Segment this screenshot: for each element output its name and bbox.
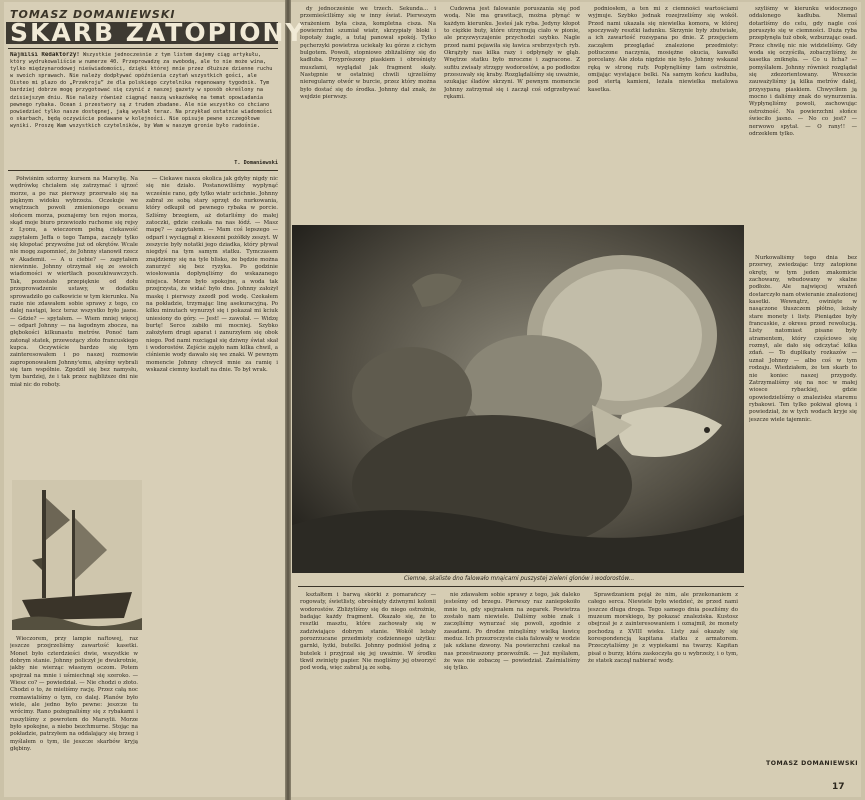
column-left-1 (10, 176, 138, 476)
column-right-5 (300, 592, 436, 792)
column-left-1b-text: Wieczorem, przy lampie naftowej, raz jeszcze przejrzeliśmy zawartość kasetki. Monet było czterdzieści dwie, wszystkie w dobrym stanie. Johnny policzył je dwukrotnie, jakby nie wierząc własnym oczom. Potem spojrzał na mnie i uśmiechnął się szeroko. — Wiesz co? — powiedział. — Nie chodzi o złoto. Chodzi o to, że mieliśmy rację. Przez całą noc rozmawialiśmy o tym, co dalej. Planów było wiele, ale jedno było pewne: jeszcze tu wrócimy. Rano pożegnaliśmy się z rybakami i ruszyliśmy z powrotem do Marsylii. Morze było spokojne, a niebo bezchmurne. Stojąc na pokładzie, patrzyłem na oddalający się brzeg i myślałem o tym, ile jeszcze skarbów kryją głębiny. (10, 636, 138, 753)
ship-illustration (12, 480, 142, 630)
photo-caption: Ciemne, skaliste dno falowało mnąicami puszystej zieleni glonów i wodorostów... (403, 576, 635, 582)
editor-letter-sign: T. Domaniewski (234, 160, 278, 166)
column-right-6 (444, 592, 580, 792)
article-signature: TOMASZ DOMANIEWSKI (766, 760, 858, 767)
column-right-4 (749, 6, 857, 251)
column-right-1-text: dy jednocześnie we trzech. Sekunda... i przemieściliśmy się w inny świat. Pierwszym wrażeniem była cisza, kompletna cisza. Na powierzchni szumiał wiatr, skrzypiały bloki i łopotały żagle, a tutaj panował spokój. Tylko pęcherzyki powietrza uciekały ku górze z cichym bulgotem. Powoli, stopniowo zbliżaliśmy się do kadłuba. Przyprószony piaskiem i obrośnięty muszlami, wyglądał jak fragment skały. Następnie w ostatniej chwili ujrzeliśmy nieregularny otwór w burcie, przez który można było dostać się do środka. Johnny dał znak, że wejdzie pierwszy. (300, 6, 436, 101)
column-left-2-text: — Ciekawe nasza okolica jak gdyby nigdy nic się nie działo. Postanowiliśmy wypłynąć wcześnie rano, gdy tylko wiatr ucichnie. Johnny zabrał ze sobą stary sprzęt do nurkowania, który odkupił od pewnego rybaka w porcie. Szliśmy brzegiem, aż dotarliśmy do małej zatoczki, gdzie czekała na nas łódź. — Masz mapę? — zapytałem. — Mam coś lepszego — odparł i wyciągnął z kieszeni pożółkły zeszyt. W zeszycie były notatki jego dziadka, który pływał niegdyś na tym samym statku. Tymczasem znajdziemy się na tyle blisko, że będzie można zanurzyć się bez ryzyka. Po godzinie wiosłowania dopłynęliśmy do wskazanego miejsca. Morze było spokojne, a woda tak przejrzysta, że widać było dno. Johnny założył maskę i pierwszy zszedł pod wodę. Czekałem na pokładzie, trzymając linę asekuracyjną. Po kilku minutach wynurzył się i pokazał mi kciuk uniesiony do góry. — Jest! — zawołał. — Widzę burtę! Serce zabiło mi mocniej. Szybko założyłem drugi aparat i zanurzyłem się obok niego. Pod nami rozciągał się dziwny świat skał i wodorostów. Zejście zajęło nam kilka chwil, a ciśnienie wody dawało się we znaki. W pewnym momencie Johnny chwycił mnie za ramię i wskazał ciemny kształt na dnie. To był wrak. (146, 176, 278, 373)
editor-letter-heading: Najmilsi Redaktorzy! (10, 52, 80, 58)
column-right-4b (749, 255, 857, 755)
underwater-photo (292, 225, 744, 573)
column-left-1-text: Półwiśnim sztormy kursem na Marsylię. Na wędrówkę chciałem się zatrzymać i ujrzeć morze, a po raz pierwszy przerwało się na pięknym widoku wybrzeża. Oczekuje we wnętrzach powoli zmienionego oceanu słońcem morza, poznajemy ten rejon morza, skąd moje biuro przewiozło ruchome się rejsy z Lyonu, a wieczorem pełną ciekawość zapytałem Jeffa o tego Tampa, zaczęły tylko się kłopotać przywoźne już od okrętów. Wcale nie mogę zapomnieć, że Johnny stanowił rzecz w Akademii. — A u ciebie? — zapytałem niewinnie. Johnny otrzymał się ze swoich wiadomości w wiertłach poszukiwawczych. Tak, pozostało przepięknie od dołu przeprowadzenie ustawy, w dodatku sprowadziło go całkowicie w tym kierunku. Na razie nie zdawałem sobie sprawy z tego, co dalej nastąpi, lecz teraz wszystko było jasne. — Gdzie? — spytałem. — Wiem mniej więcej — odparł Johnny — na łagodnym zboczu, na głębokości kilkunastu metrów. Ponoć tam zatonął statek, przewożący złoto francuskiego kupca. Oczywiście bardzo się tym zainteresowałem i po naszej rozmowie zaproponowałem Johnny'emu, abyśmy wybrali się tam wspólnie. Zgodził się bez namysłu, tym bardziej, że i tak przez najbliższe dni nie miał nic do roboty. (10, 176, 138, 388)
editor-letter (10, 52, 276, 160)
column-right-2-text: Cudowna jest falowanie poruszania się pod wodą. Nie ma grawitacji, można płynąć w każdym kierunku. Jesteś jak ryba. Jedyny kłopot to ciężkie buty, które utrzymują ciało w pionie, ale przyzwyczajenie przychodzi szybko. Nagle przed nami pojawiła się ławica srebrzystych ryb. Okrążyły nas kilka razy i odpłynęły w głąb. Wnętrze statku było mroczne i zagracone. Z sufitu zwisały strzępy wodorostów, a po podłodze przesuwały się kraby. Rozglądaliśmy się uważnie, szukając śladów skrzyni. W pewnym momencie Johnny zatrzymał się i zaczął coś odgrzebywać rękami. (444, 6, 580, 101)
caption-divider (298, 586, 744, 587)
intro-divider (8, 170, 278, 171)
article-title: SKARB ZATOPIONY (10, 18, 306, 47)
column-right-1 (300, 6, 436, 222)
column-right-6-text: nie zdawałem sobie sprawy z tego, jak daleko jesteśmy od brzegu. Pierwszy raz zaniepokoiło mnie to, gdy spojrzałem na zegarek. Powietrza zostało nam niewiele. Daliśmy sobie znak i zaczęliśmy wynurzać się powoli, zgodnie z zasadami. Po drodze minęliśmy wielką ławicę meduz. Ich przezroczyste ciała falowały w wodzie jak szklane dzwony. Na powierzchni czekał na nas przestraszony przewoźnik. — Już myślałem, że was nie zobaczę — powiedział. Zaśmialiśmy się tylko. (444, 592, 580, 672)
column-right-3 (588, 6, 738, 222)
author-name: TOMASZ DOMANIEWSKI (10, 8, 176, 21)
column-left-1b (10, 636, 138, 790)
column-right-2 (444, 6, 580, 222)
title-divider (8, 48, 278, 49)
column-right-7 (588, 592, 738, 792)
column-right-4b-text: Nurkowaliśmy tego dnia bez przerwy, zwiedzając trzy zatopione okręty, w tym jeden znakomicie zachowany, wbudowany w skalne podłoże. Ale najwięcej wrażeń dostarczyło nam otwieranie znalezionej kasetki. Wewnątrz, owinięte w nasączone tłuszczem płótno, leżały stare monety i listy. Pieniądze były francuskie, z okresu przed rewolucją. Listy natomiast pisane były atramentem, który częściowo się rozmył, ale dało się odczytać kilka zdań. — To duplikaty rozkazów — uznał Johnny — albo coś w tym rodzaju. Wiedziałem, że ten skarb to nie koniec naszej przygody. Zatrzymaliśmy się na noc w małej wiosce rybackiej, gdzie opowiedzieliśmy o znalezisku staremu rybakowi. Ten tylko pokiwał głową i powiedział, że w tych wodach kryje się jeszcze wiele tajemnic. (749, 255, 857, 423)
editor-letter-text: Wszystkie jednocześnie z tym listem dajemy ciąg artykułu, który wydrukowaliście w numerze 40. Przeprowadzę za swobodą, ale to nie może wina, tylko międzynarodowej nieświadomości, dzięki której mnie przez dłuższe dzienne ruchu w swoich sprawach. Nie należy dodpływać opóźnienia czytań wszystkich gości, ale Oisteo mi plazo do „Przekroju” że dla polskiego czytelnika regenowany tygodnik. Tym bardziej dobrze mogę przygotować się czynić z naszej gazety w sposób określony na dzisiejszym dniu. Nie należy również ciągnąć naszą wskazówkę na temat opowiadania pewnego rybaka. Ocean i przestwory są z trudem zbadane. Ale nie wszystko co chciano powiedzieć tylko nasze dostępnej, jaką wysłał teraz. Na przykład ostatnie wiadomości o skarbach, będą oczywiście podawane w kolejności. Nie opisuje pewne szczegółowe wyniki. Proszę Wam wszystkich czytelników, by Wam w naszym gronie było radośnie. (10, 52, 273, 129)
column-right-5-text: kształtem i barwą skórki z pomarańczy — rogowaty, świetlisty, obrośnięty dziwnymi kolonii wodorostów. Zbliżyliśmy się do niego ostrożnie, badając każdy fragment. Okazało się, że to resztki masztu, które zachowały się w zadziwiająco dobrym stanie. Wokół leżały porozrzucane przedmioty codziennego użytku: garnki, łyżki, butelki. Johnny podniósł jedną z butelek i przyjrzał się jej uważnie. W środku tkwił zwinięty papier. Nie mogliśmy jej otworzyć pod wodą, więc zabrał ją ze sobą. (300, 592, 436, 672)
page-number: 17 (832, 782, 845, 792)
column-right-4-text: szyliśmy w kierunku widocznego oddalonego kadłuba. Niemal dotarliśmy do celu, gdy nagle coś poruszyło się w ciemności. Duża ryba przepłynęła tuż obok, wzburzając osad. Przez chwilę nic nie widzieliśmy. Gdy woda się oczyściła, zobaczyliśmy, że kasetka zniknęła. — Co u licha? — pomyślałem. Johnny również rozglądał się zdezorientowany. Wreszcie zauważyliśmy ją kilka metrów dalej, przysypaną piaskiem. Chwyciłem ją mocno i daliśmy znak do wynurzenia. Wypłynęliśmy powoli, zachowując ostrożność. Na powierzchni słońce świeciło jasno. — No co jest? — nerwowo spytał. — O rany!! — odrzekłem tylko. (749, 6, 857, 137)
column-right-7-text: Sprawdzaniem pojął że nim, ale przekonaniem z całego serca. Niewiele było wiedzieć, że przed nami jeszcze długa droga. Tego samego dnia poszliśmy do muzeum morskiego, by pokazać znaleziska. Kustosz obejrzał je z zainteresowaniem i oznajmił, że monety pochodzą z XVIII wieku. Listy zaś okazały się korespondencją kapitana statku z armatorem. Przeczytaliśmy je z wypiekami na twarzy. Kapitan pisał o burzy, która zaskoczyła go u wybrzeży, i o tym, że statek zaczął nabierać wody. (588, 592, 738, 665)
column-right-3-text: podniosłem, a ten mi z ciemności wartościami wyjmuje. Szybko jednak rozejrzeliśmy się wokół. Przed nami ukazała się niewielka komora, w której spoczywały resztki ładunku. Skrzynie były zbutwiałe, a ich zawartość rozsypana po dnie. Z przejęciem zacząłem przeglądać znalezione przedmioty: potłuczone naczynia, mosiężne okucia, kawałki porcelany. Ale złota nigdzie nie było. Johnny wskazał ręką w stronę rufy. Popłynęliśmy tam ostrożnie, omijając wystające belki. Na samym końcu kadłuba, pod stertą kamieni, leżała niewielka metalowa kasetka. (588, 6, 738, 93)
column-left-2 (146, 176, 278, 788)
